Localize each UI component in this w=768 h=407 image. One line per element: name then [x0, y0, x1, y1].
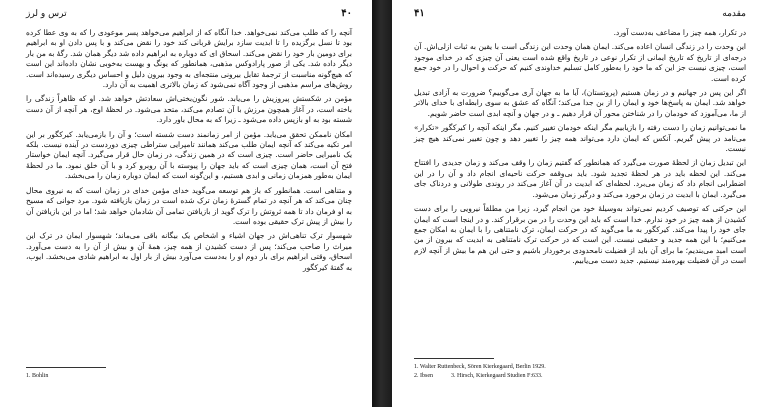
- right-page-body: [414, 28, 746, 267]
- footnote-divider: [414, 358, 494, 359]
- left-paragraph-1: آنچه را که طلب می‌کند نمی‌خواهد. خدا آنگاه که از ابراهیم می‌خواهد پسر موعودی را که به وی عطا کرده بود تا نسل برگزیده را تا ابدیت سازد برایش قربانی کند خود را نقض می‌کند و با پس دادن او به ابراهیم برای دومین بار خود را نقض می‌کند. اسحاق ای که دوباره به ابراهیم داده شد دیگر همان شد. رگهٔ به من بار دیگر داده شد. یکی از صور پارادوکس مذهبی، همانطور که یونگ و یهست به‌خوبی نشان داده‌اند این است که هیچ‌گونه مناسبت از ترجمهٔ تقابل بیرونی منتجه‌ای به وجود بیرون دلیل و احساس دیگری رسیده‌اند است. روش‌های مراسم مذهبی از وجود آگاه نمی‌شود که زمان بالاتری اهمیت به آن دارد.: [26, 28, 352, 90]
- left-paragraph-5: شهسوار ترک تناهی‌اش در جهان اشیاء و اشخاص یک بیگانه باقی می‌ماند؛ شهسوار ایمان در ترک این میراث را صاحب می‌کند؛ پس از دست کشیدن از همه چیز، همهٔ آن و بیش از آن را به دست می‌آورد. اسحاق، وقتی ابراهیم برای بار دوم او را به‌دست می‌آورد بیش از بار اول به ابراهیم شادی می‌بخشد. ایوب، به گفتهٔ کیرکگور: [26, 231, 352, 272]
- left-paragraph-2: مؤمن در شکستش پیروزیش را می‌یابد. شور نگون‌بختی‌اش سعادتش خواهد شد. او که ظاهراً زندگی را باخته است، در آغاز همچون مرزش با آن تصادم می‌کند، متحد می‌شود. در لحظهٔ اوج، هر آنچه از آن دست شسته بود به او بازپس داده می‌شود ـ زیرا که به محال باور دارد.: [26, 94, 352, 125]
- left-footnotes: [26, 359, 352, 381]
- footnote-divider: [26, 367, 106, 368]
- right-running-title: مقدمه: [722, 9, 746, 19]
- right-paragraph-1: در تکرار، همه چیز را مضاعف به‌دست آورد.: [613, 28, 746, 37]
- right-footnote-2: 2. Ibsen: [414, 373, 433, 379]
- right-page: [392, 0, 768, 407]
- left-page-header: [26, 8, 352, 22]
- right-footnote-2-3: [414, 372, 746, 381]
- left-page-body: [26, 28, 352, 273]
- right-footnotes: [414, 350, 746, 381]
- left-paragraph-3: امکان ناممکن تحقق می‌یابد. مؤمن از امر زمانمند دست شسته است؛ و آن را بازمی‌یابد. کیرکگور بر این امر تکیه می‌کند که آنچه ایمان طلب می‌کند همانند تامپرایی ستراطی چیزی دوردست در آینده نیست. بلکه یک نامیرایی حاضر است. چیزی است که در همین زندگی، در زمان حال قرار می‌گیرد. آنچه ایمان خواستار فتح آن است، همان چیزی است که باید جهان را پیوسته با آن روبرو کرد و با آن خلق نمود. ما در لحظهٔ ایمان به‌طور همزمان زمانی و ابدی هستیم، و این‌گونه است که ایمان دوباره زمان را می‌بخشد.: [26, 129, 352, 181]
- left-page: [0, 0, 372, 407]
- left-paragraph-4: و متناهی است. همانطور که باز هم توسعه می‌گوید خدای مؤمن خدای در زمان است که به نیروی محال چنان می‌کند که هر آنچه در تمام گسترهٔ زمان ترک شده است در زمان بازیافته شود. مرد جوانی که مسیح به او فرمان داد تا همه ثروتش را ترک گوید از بازیافتن تمامی آن شادمان خواهد شد؛ اما در این بازیافتن آن را بیش از پیش ترک حقیقی بوده است.: [26, 185, 352, 226]
- right-page-header: [414, 8, 746, 22]
- right-paragraph-4: ما نمی‌توانیم زمان را دست رفته را بازیابیم مگر اینکه خودمان تغییر کنیم. مگر اینکه آنچه را کیرکگور «تکرار» می‌نامد در پیش گیریم. آنکس که ایمان دارد می‌تواند همه چیز را تغییر دهد و چون تغییر نمی‌کند هیچ چیز نیست.: [414, 123, 746, 154]
- book-gutter: [372, 0, 392, 407]
- right-paragraph-2: این وحدت را در زندگی انسان اعاده می‌کند. ایمان همان وحدت این زندگی است با یقین به ثبات ازلی‌اش. آن درجه‌ای از تاریخ که تاریخ ایمانی از تکرار نوعی در تاریخ واقع شده است یعنی آن چیزی که در خدای موجود است، چیزی نیست جز این که ما خود را به‌طور کامل تسلیم خداوندی کنیم که حرکت و احوال را در خود جمع کرده است.: [414, 42, 746, 83]
- right-paragraph-6: این حرکتی که توصیف کردیم نمی‌تواند به‌وسیلهٔ خود من انجام گیرد، زیرا من مطلقاً نیرویی را برای دست کشیدن از همه چیز در خود ندارم. خدا است که باید این وحدت را در من برقرار کند. و در اینجا است که ایمان جای خود را پیدا می‌کند. کیرکگور به ما می‌گوید که در حرکت ایمان، ترک نامتناهی را با ایمان به امکان جمع می‌کنیم؛ با این همه جدید و حقیقی نیست. این است که در حرکت ترک نامتناهی به ابدیت که بیرون از من است امید می‌بندیم؛ ما برای آن باید از فضیلت نامحدودی برخوردار باشیم و حتی این هم ما بیش از آنچه لازم است در آن فضیلت بهره‌مند نیستیم. جدید دست می‌یابیم.: [414, 204, 746, 266]
- right-page-number: ۴۱: [414, 8, 425, 19]
- left-running-title: ترس و لرز: [26, 9, 67, 19]
- right-paragraph-3: اگر این پس در جهانیم و در زمان هستیم (پروتستان)، آیا ما به جهان آری می‌گوییم؟ ضرورت به آزادی تبدیل خواهد شد. ایمان به پاسخ‌ها خود و ایمان را از بن جدا می‌کند؛ آنگاه که عشق به سوی رابطه‌ای با خدای بالاتر از ما، می‌آموزد که خودمان را در شناختن محور آن قرار دهیم ـ و در جهان و آنچه ابدی است حاضر شویم.: [414, 88, 746, 118]
- right-paragraph-5: این تبدیل زمان از لحظهٔ صورت می‌گیرد که همانطور که گفتیم زمان را وقف می‌کند و زمان جدیدی را افتتاح می‌کند. این لحظه باید در هر لحظهٔ تجدید شود. باید بی‌وقفه حرکت ناحیه‌ای انجام داد و آن را در این اضطرابی انجام داد که زمان می‌برد. لحظه‌ای که ابدیت در آن آغاز می‌کند در روندی طولانی و دردناک جای می‌گیرد. ایمان با ابدیت در زمان برخورد می‌کند و درگیر زمان می‌شود.: [414, 158, 746, 199]
- left-page-number: ۴۰: [341, 8, 352, 19]
- right-footnote-1: 1. Walter Ruttenbeck, Sören Kierkegaard, Berlin 1929.: [414, 364, 546, 370]
- left-footnote-1: 1. Bohlin: [26, 373, 49, 379]
- right-footnote-3: 3. Hirsch, Kierkegaard Studien F:633.: [451, 373, 543, 379]
